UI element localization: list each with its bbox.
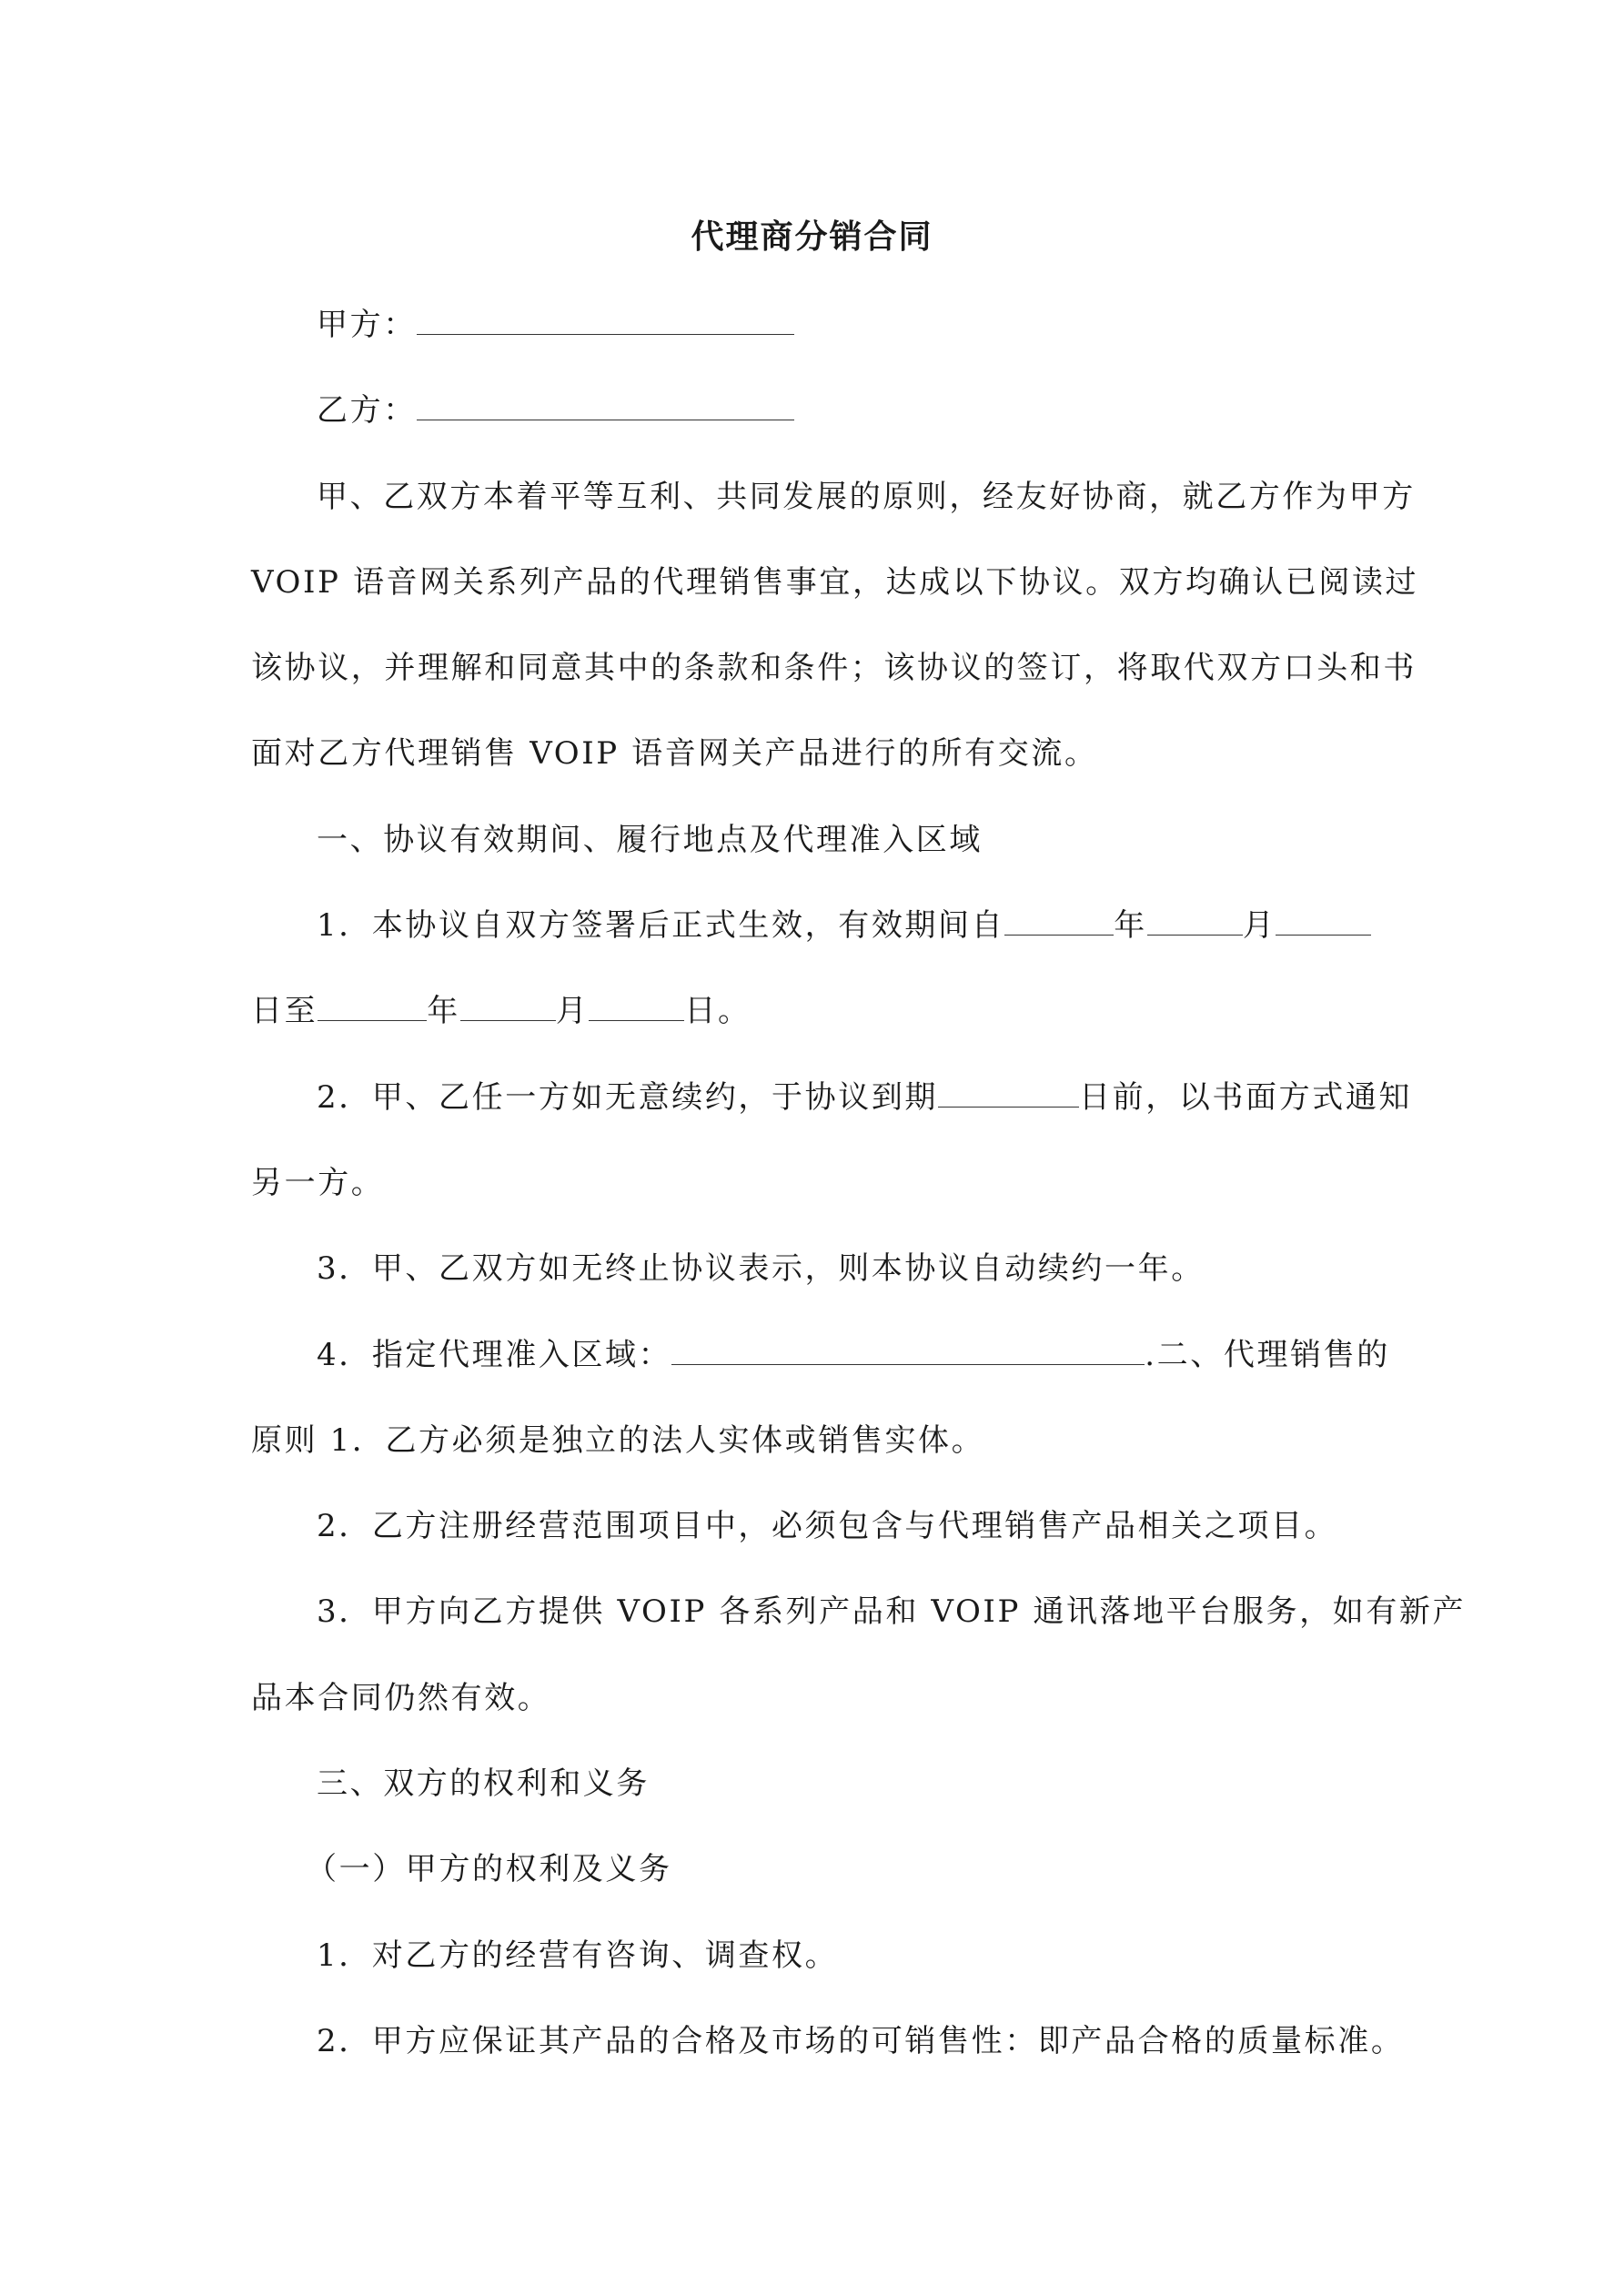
clause-text: 2．甲、乙任一方如无意续约，于协议到期 <box>317 1078 939 1116</box>
intro-line: VOIP 语音网关系列产品的代理销售事宜，达成以下协议。双方均确认已阅读过 <box>251 563 1419 601</box>
clause-1-2 <box>251 1055 1413 1140</box>
clause-3-2: 2．甲方应保证其产品的合格及市场的可销售性：即产品合格的质量标准。 <box>317 2022 1405 2059</box>
subsection-heading: （一）甲方的权利及义务 <box>306 1851 672 1888</box>
section-3-heading: 三、双方的权利和义务 <box>317 1765 650 1803</box>
party-b-label: 乙方： <box>317 392 417 430</box>
notice-days-blank[interactable] <box>938 1079 1079 1108</box>
clause-2-2: 2．乙方注册经营范围项目中，必须包含与代理销售产品相关之项目。 <box>317 1508 1338 1545</box>
clause-1-4 <box>251 1312 1390 1398</box>
start-day-blank[interactable] <box>1276 907 1371 936</box>
intro-line: 甲、乙双方本着平等互利、共同发展的原则，经友好协商，就乙方作为甲方 <box>317 478 1416 515</box>
end-day-blank[interactable] <box>589 993 684 1021</box>
clause-1-1-cont <box>251 968 1386 1054</box>
party-a-line <box>251 282 1386 368</box>
party-b-blank[interactable] <box>417 392 794 420</box>
year-label: 年 <box>427 993 460 1030</box>
document-title: 代理商分销合同 <box>691 217 933 256</box>
clause-text: 1．本协议自双方签署后正式生效，有效期间自 <box>317 907 1005 945</box>
clause-1-3: 3．甲、乙双方如无终止协议表示，则本协议自动续约一年。 <box>317 1250 1205 1288</box>
start-month-blank[interactable] <box>1147 907 1243 936</box>
document-body <box>251 282 1467 2084</box>
clause-text: 日。 <box>684 993 751 1030</box>
intro-line: 该协议，并理解和同意其中的条款和条件；该协议的签订，将取代双方口头和书 <box>251 650 1417 687</box>
party-b-line <box>251 368 1386 453</box>
clause-1-2-cont: 另一方。 <box>251 1164 385 1201</box>
clause-text: 4．指定代理准入区域： <box>317 1336 672 1373</box>
clause-2-3: 3．甲方向乙方提供 VOIP 各系列产品和 VOIP 通讯落地平台服务，如有新产 <box>317 1593 1467 1631</box>
clause-text: 日前，以书面方式通知 <box>1079 1078 1413 1116</box>
clause-2-3-cont: 品本合同仍然有效。 <box>251 1679 551 1716</box>
year-label: 年 <box>1114 907 1147 945</box>
start-year-blank[interactable] <box>1004 907 1114 936</box>
end-year-blank[interactable] <box>318 993 427 1021</box>
clause-3-1: 1．对乙方的经营有咨询、调查权。 <box>317 1937 839 1974</box>
end-month-blank[interactable] <box>460 993 556 1021</box>
party-a-blank[interactable] <box>417 307 794 335</box>
month-label: 月 <box>1242 907 1276 945</box>
clause-2-1: 原则 1．乙方必须是独立的法人实体或销售实体。 <box>251 1421 985 1459</box>
party-a-label: 甲方： <box>317 307 417 343</box>
section-1-heading: 一、协议有效期间、履行地点及代理准入区域 <box>317 821 983 858</box>
clause-1-1 <box>251 883 1386 968</box>
clause-text: 日至 <box>251 993 318 1030</box>
clause-text: .二、代理销售的 <box>1145 1336 1390 1373</box>
intro-line: 面对乙方代理销售 VOIP 语音网关产品进行的所有交流。 <box>251 735 1098 773</box>
month-label: 月 <box>555 993 590 1030</box>
area-blank[interactable] <box>671 1337 1145 1365</box>
